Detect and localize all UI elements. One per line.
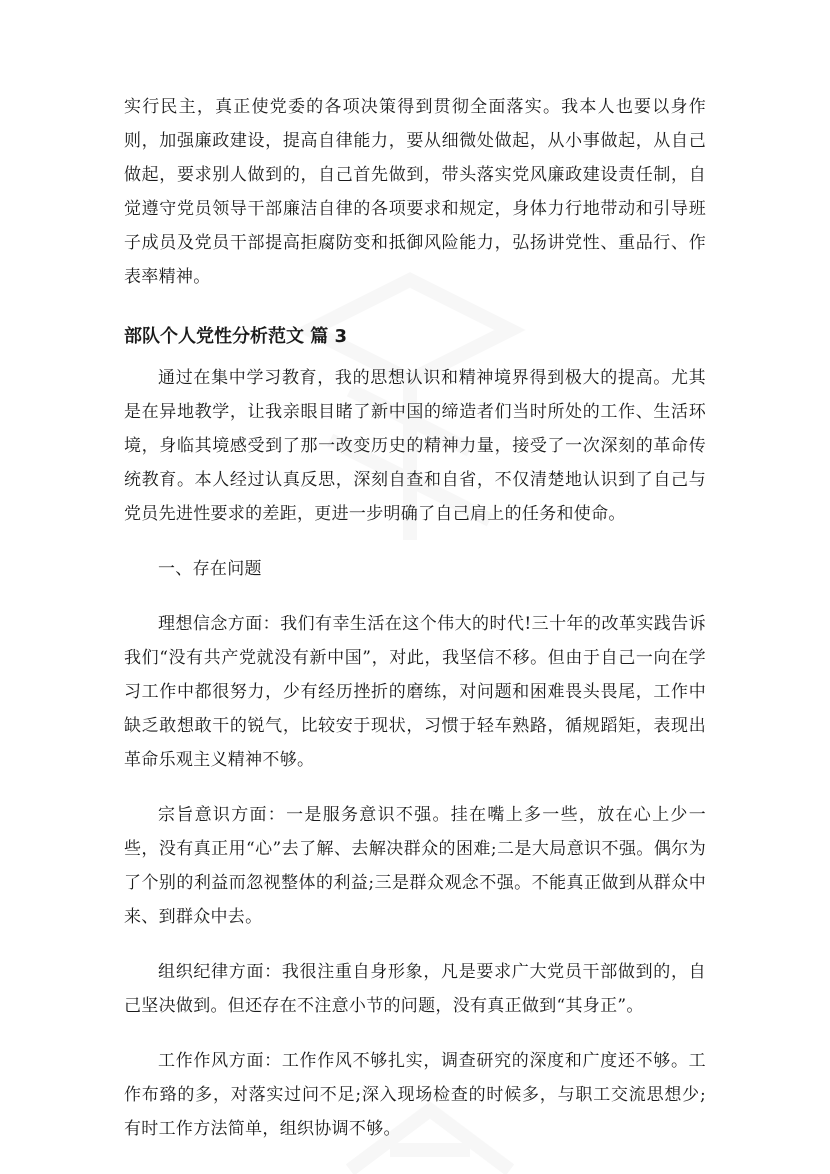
paragraph-discipline: 组织纪律方面：我很注重自身形象，凡是要求广大党员干部做到的，自己坚决做到。但还存在不注意小节的问题，没有真正做到“其身正”。 [124,962,706,1016]
subheading-problems: 一、存在问题 [158,559,262,579]
section-heading: 部队个人党性分析范文 篇 3 [124,326,348,347]
paragraph-intro: 实行民主，真正使党委的各项决策得到贯彻全面落实。我本人也要以身作则，加强廉政建设，提高自律能力，要从细微处做起，从小事做起，从自己做起，要求别人做到的，自己首先做到，带头落实党风廉政建设责任制，自觉遵守党员领导干部廉洁自律的各项要求和规定，身体力行地带动和引导班子成员及党员干部提高拒腐防变和抵御风险能力，弘扬讲党性、重品行、作表率精神。 [124,97,706,287]
paragraph-section-intro: 通过在集中学习教育，我的思想认识和精神境界得到极大的提高。尤其是在异地教学，让我亲眼目睹了新中国的缔造者们当时所处的工作、生活环境，身临其境感受到了那一改变历史的精神力量，接受了一次深刻的革命传统教育。本人经过认真反思，深刻自查和自省，不仅清楚地认识到了自己与党员先进性要求的差距，更进一步明确了自己肩上的任务和使命。 [124,368,706,524]
paragraph-ideals: 理想信念方面：我们有幸生活在这个伟大的时代!三十年的改革实践告诉我们“没有共产党就没有新中国”，对此，我坚信不移。但由于自己一向在学习工作中都很努力，少有经历挫折的磨练，对问题和困难畏头畏尾，工作中缺乏敢想敢干的锐气，比较安于现状，习惯于轻车熟路，循规蹈矩，表现出革命乐观主义精神不够。 [124,614,706,770]
document-body [124,90,706,1146]
paragraph-purpose: 宗旨意识方面：一是服务意识不强。挂在嘴上多一些，放在心上少一些，没有真正用“心”去了解、去解决群众的困难;二是大局意识不强。偶尔为了个别的利益而忽视整体的利益;三是群众观念不强。不能真正做到从群众中来、到群众中去。 [124,805,706,927]
paragraph-workstyle: 工作作风方面：工作作风不够扎实，调查研究的深度和广度还不够。工作布臵的多，对落实过问不足;深入现场检查的时候多，与职工交流思想少;有时工作方法简单，组织协调不够。 [124,1051,706,1139]
